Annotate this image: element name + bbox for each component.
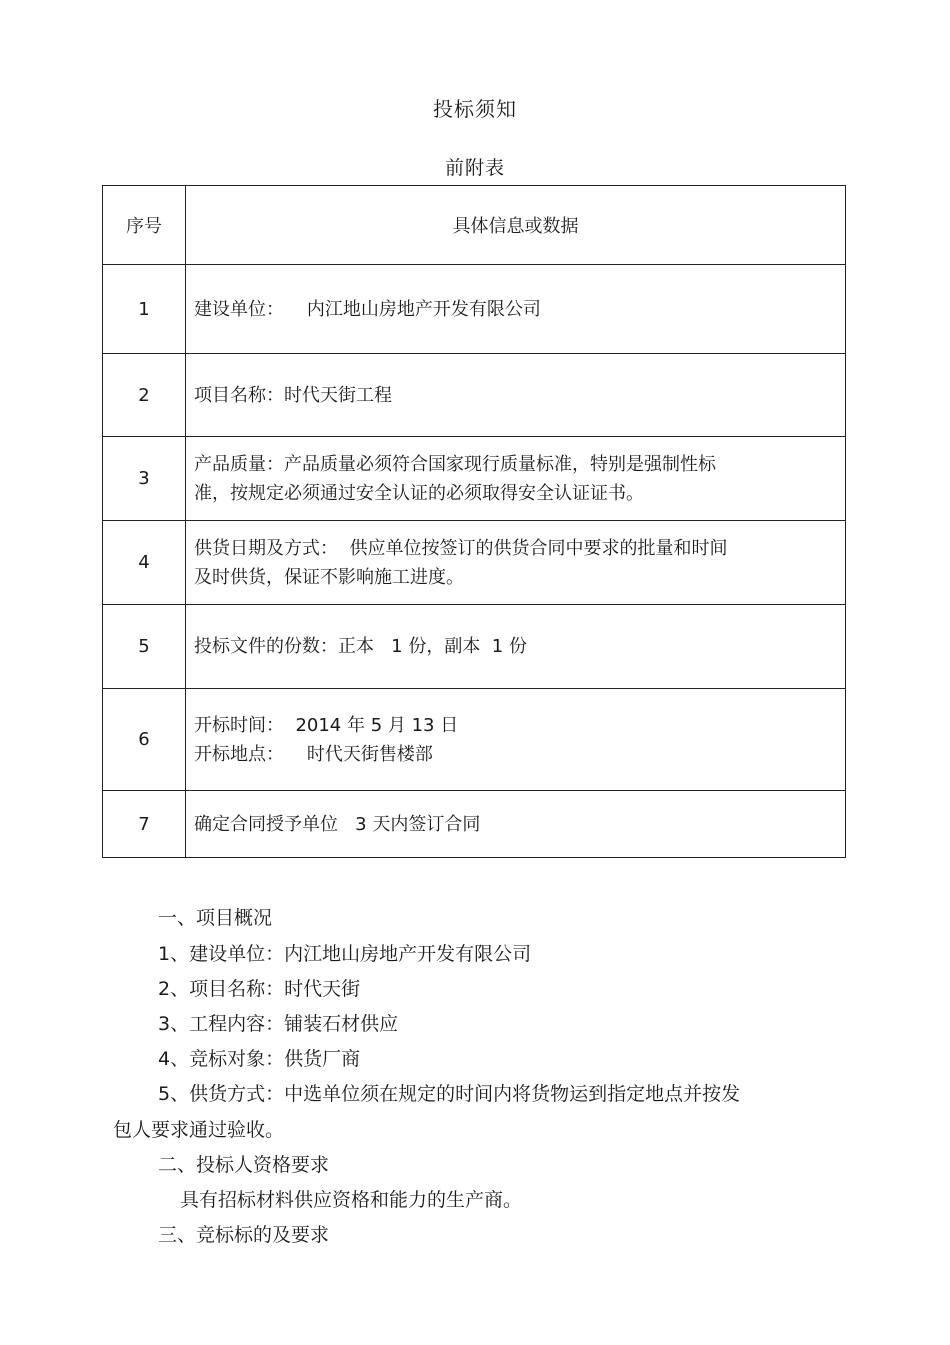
table-header-row [103, 186, 846, 265]
row-number: 7 [103, 791, 186, 858]
row-content-line: 开标时间： 2014 年 5 月 13 日 [194, 714, 459, 736]
info-table [102, 185, 846, 858]
row-content-line: 确定合同授予单位 3 天内签订合同 [194, 813, 481, 835]
row-content-line: 项目名称：时代天街工程 [194, 384, 392, 406]
section-heading: 一、项目概况 [158, 907, 273, 929]
section-paragraph: 具有招标材料供应资格和能力的生产商。 [180, 1189, 523, 1211]
row-content [186, 791, 846, 858]
row-number: 2 [103, 354, 186, 437]
row-content [186, 689, 846, 791]
row-number: 6 [103, 689, 186, 791]
row-number: 3 [103, 437, 186, 521]
table-row [103, 354, 846, 437]
row-content-line: 供货日期及方式： 供应单位按签订的供货合同中要求的批量和时间 [194, 537, 728, 559]
section-item: 3、工程内容：铺装石材供应 [158, 1013, 399, 1035]
row-number: 4 [103, 521, 186, 605]
section-item: 4、竞标对象：供货厂商 [158, 1048, 361, 1070]
section-heading: 二、投标人资格要求 [158, 1154, 330, 1176]
row-content-line: 投标文件的份数：正本 1 份，副本 1 份 [194, 636, 527, 657]
row-content-line: 建设单位： 内江地山房地产开发有限公司 [194, 298, 541, 320]
header-number-cell: 序号 [103, 186, 186, 265]
row-number: 5 [103, 605, 186, 689]
table-row [103, 689, 846, 791]
table-title: 前附表 [444, 157, 505, 179]
row-number: 1 [103, 265, 186, 354]
table-row [103, 437, 846, 521]
table-row [103, 521, 846, 605]
section-item: 5、供货方式：中选单位须在规定的时间内将货物运到指定地点并按发 [158, 1083, 741, 1105]
row-content [186, 265, 846, 354]
section-item: 2、项目名称：时代天街 [158, 978, 361, 1000]
table-row [103, 605, 846, 689]
document-title: 投标须知 [433, 97, 517, 121]
section-item-continuation: 包人要求通过验收。 [113, 1119, 285, 1141]
row-content [186, 605, 846, 689]
table-row [103, 265, 846, 354]
row-content [186, 521, 846, 605]
section-item: 1、建设单位：内江地山房地产开发有限公司 [158, 943, 532, 965]
row-content-line: 准，按规定必须通过安全认证的必须取得安全认证证书。 [194, 482, 644, 504]
section-heading: 三、竞标标的及要求 [158, 1224, 330, 1246]
row-content-line: 开标地点： 时代天街售楼部 [194, 743, 433, 765]
row-content [186, 354, 846, 437]
table-row [103, 791, 846, 858]
header-content-cell: 具体信息或数据 [186, 186, 846, 265]
row-content-line: 及时供货，保证不影响施工进度。 [194, 566, 464, 588]
row-content-line: 产品质量：产品质量必须符合国家现行质量标准，特别是强制性标 [194, 453, 716, 475]
row-content [186, 437, 846, 521]
